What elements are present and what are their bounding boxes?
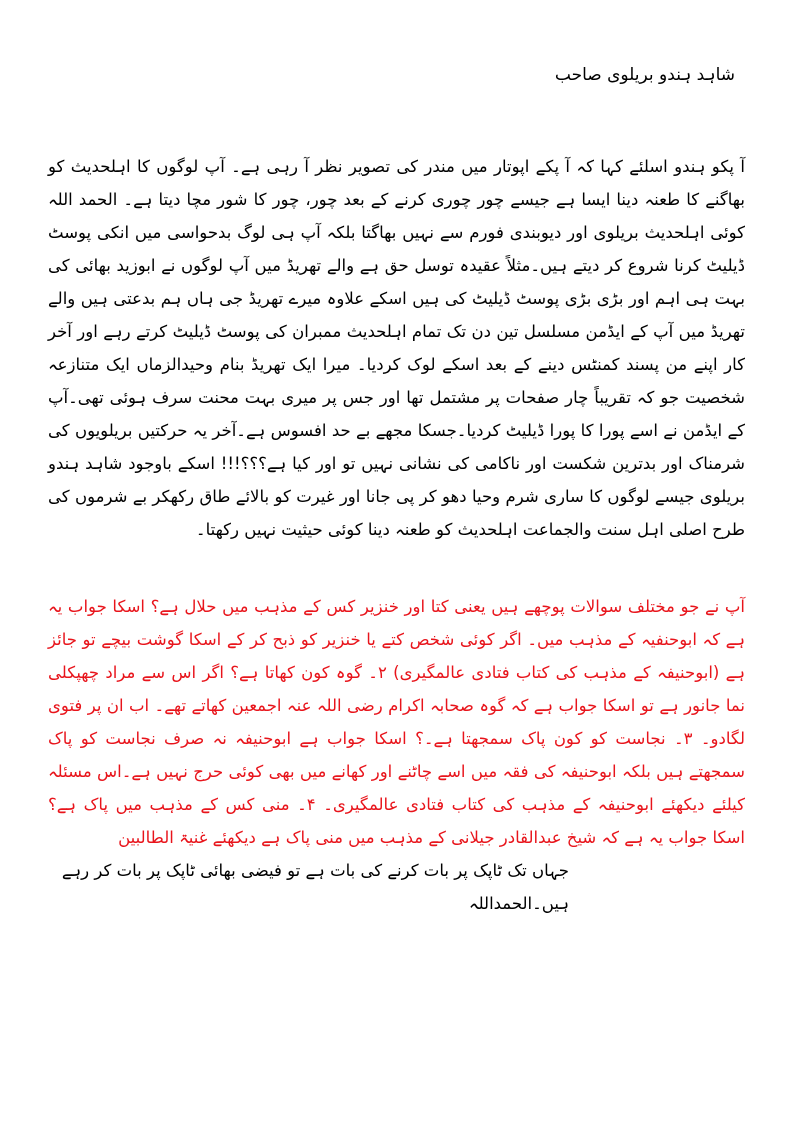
paragraph-answers: آپ نے جو مختلف سوالات پوچھے ہیں یعنی کتا اور خنزیر کس کے مذہب میں حلال ہے؟ اسکا جواب یہ ہے کہ ابوحنفیہ کے مذہب میں۔ اگر کوئی شخص کتے یا خنزیر کو ذبح کر کے اسکا گوشت بیچے تو جائز ہے (ابوحنیفہ کے مذہب کی کتاب فتادی عالمگیری) ۲۔ گوہ کون کھاتا ہے؟ اگر اس سے مراد چھپکلی نما جانور ہے تو اسکا جواب ہے کہ گوہ صحابہ اکرام رضی اللہ عنہ اجمعین کھاتے تھے۔ اب ان پر فتوی لگادو۔ ۳۔ نجاست کو کون پاک سمجھتا ہے۔؟ اسکا جواب ہے ابوحنیفہ نہ صرف نجاست کو پاک سمجھتے ہیں بلکہ ابوحنیفہ کی فقہ میں اسے چاٹنے اور کھانے میں بھی کوئی حرج نہیں ہے۔اس مسئلہ کیلئے دیکھئے ابوحنیفہ کے مذہب کی کتاب فتادی عالمگیری۔ ۴۔ منی کس کے مذہب میں پاک ہے؟ اسکا جواب یہ ہے کہ شیخ عبدالقادر جیلانی کے مذہب میں منی پاک ہے دیکھئے غنیۃ الطالبین [48,597,746,847]
closing-line: جہاں تک ٹاپک پر بات کرنے کی بات ہے تو فیضی بھائی ٹاپک پر بات کر رہے ہیں۔الحمداللہ [61,861,569,913]
salutation: شاہد ہندو بریلوی صاحب [554,65,735,85]
paragraph-complaint: آ پکو ہندو اسلئے کہا کہ آ پکے اپوتار میں مندر کی تصویر نظر آ رہی ہے۔ آپ لوگوں کا اہلحدیث کو بھاگنے کا طعنہ دینا ایسا ہے جیسے چور چوری کرنے کے بعد چور، چور کا شور مچا دیتا ہے۔ الحمد اللہ کوئی اہلحدیث بریلوی اور دیوبندی فورم سے نہیں بھاگتا بلکہ آپ ہی لوگ بدحواسی میں انکی پوسٹ ڈیلیٹ کرنا شروع کر دیتے ہیں۔مثلاً عقیدہ توسل حق ہے والے تھریڈ میں آپ لوگوں نے ابوزید بھائی کی بہت ہی اہم اور بڑی بڑی پوسٹ ڈیلیٹ کی ہیں اسکے علاوہ میرے تھریڈ جی ہاں ہم بدعتی ہیں والے تھریڈ میں آپ کے ایڈمن مسلسل تین دن تک تمام اہلحدیث ممبران کی پوسٹ ڈیلیٹ کرتے رہے اور آخر کار اپنے من پسند کمنٹس دینے کے بعد اسکے لوک کردیا۔ میرا ایک تھریڈ بنام وحیدالزماں ایک متنازعہ شخصیت جو کہ تقریباً چار صفحات پر مشتمل تھا اور جس پر میری بہت محنت سرف ہوئی تھی۔آپ کے ایڈمن نے اسے پورا کا پورا ڈیلیٹ کردیا۔جسکا مجھے بے حد افسوس ہے۔آخر یہ حرکتیں بریلویوں کی شرمناک اور بدترین شکست اور ناکامی کی نشانی نہیں تو اور کیا ہے؟؟؟!!! اسکے باوجود شاہد ہندو بریلوی جیسے لوگوں کا ساری شرم وحیا دھو کر پی جانا اور غیرت کو بالائے طاق رکھکر بے شرموں کی طرح اصلی اہل سنت والجماعت اہلحدیث کو طعنہ دینا کوئی حیثیت نہیں رکھتا۔ [48,157,745,539]
